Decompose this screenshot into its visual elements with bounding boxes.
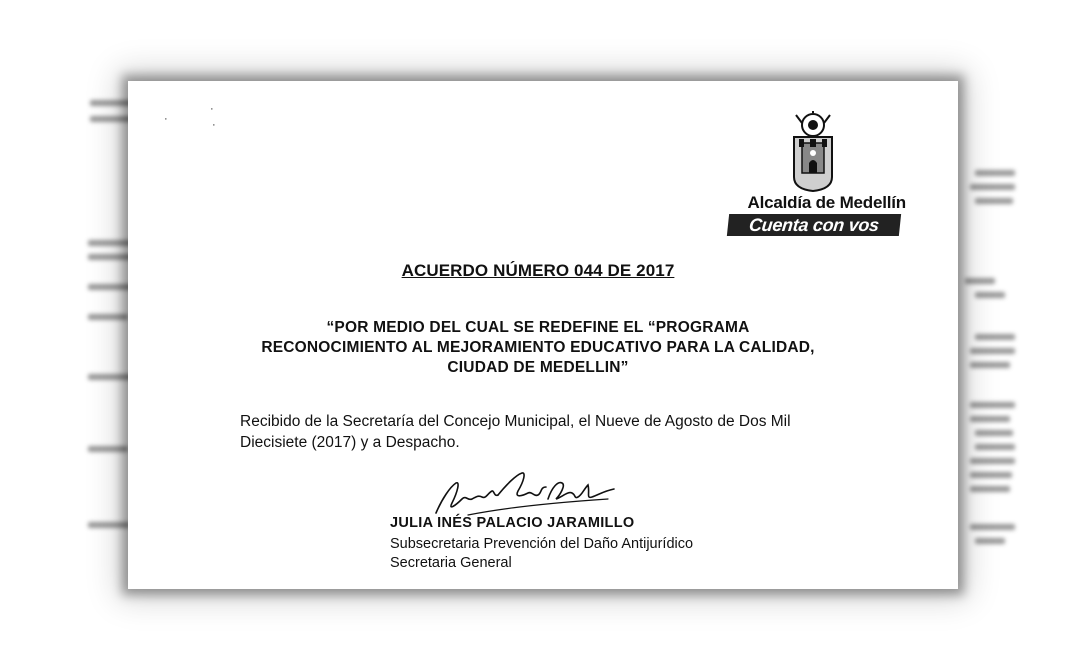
alcaldia-logo <box>728 111 906 241</box>
received-note <box>240 411 840 453</box>
document-title: ACUERDO NÚMERO 044 DE 2017 <box>401 261 675 280</box>
document-subject <box>228 318 848 378</box>
received-line: Diecisiete (2017) y a Despacho. <box>240 434 460 451</box>
logo-slogan: Cuenta con vos <box>727 214 901 236</box>
scan-speck: · <box>164 113 168 125</box>
signer-role: Subsecretaria Prevención del Daño Antijurídico <box>390 536 694 552</box>
signer-name: JULIA INÉS PALACIO JARAMILLO <box>390 515 635 531</box>
subject-line: “POR MEDIO DEL CUAL SE REDEFINE EL “PROGRAMA <box>326 319 750 336</box>
scan-speck: · <box>210 103 214 115</box>
received-line: Recibido de la Secretaría del Concejo Municipal, el Nueve de Agosto de Dos Mil <box>240 413 791 430</box>
signer-department: Secretaria General <box>390 555 512 571</box>
document-page <box>128 81 958 589</box>
scan-speck: · <box>212 119 216 131</box>
logo-name: Alcaldía de Medellín <box>747 193 906 212</box>
medellin-coat-of-arms-icon <box>790 111 836 193</box>
subject-line: RECONOCIMIENTO AL MEJORAMIENTO EDUCATIVO PARA LA CALIDAD, <box>261 339 815 356</box>
subject-line: CIUDAD DE MEDELLIN” <box>447 359 629 376</box>
